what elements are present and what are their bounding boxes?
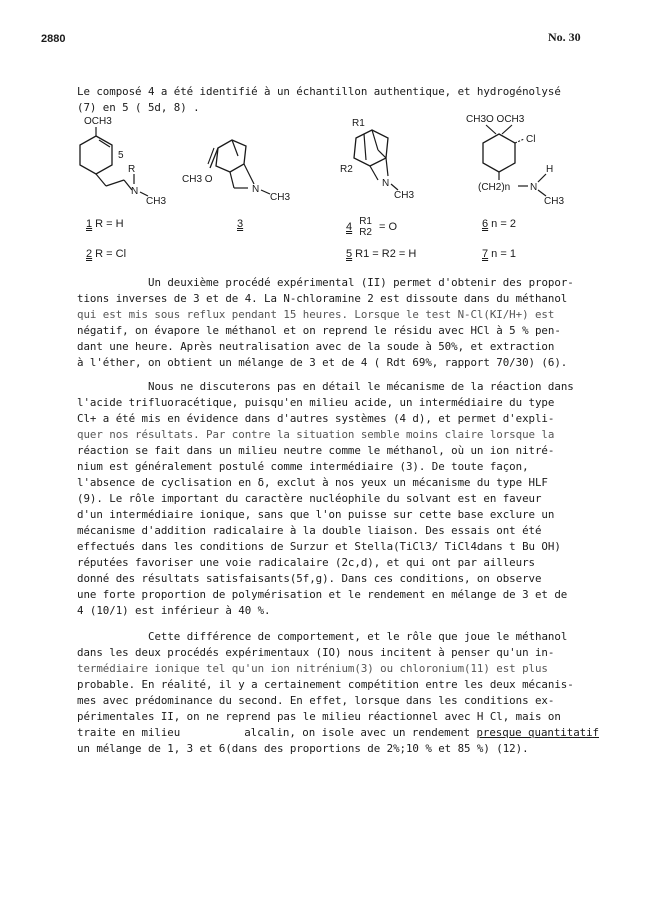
text-fragment: traite en milieu — [77, 726, 181, 739]
compound-label-7: 7 n = 1 — [482, 248, 516, 260]
text-line: tions inverses de 3 et de 4. La N-chloramine 2 est dissoute dans du méthanol — [77, 292, 568, 305]
compound-label-4: 4 R1 R2 = O — [346, 216, 398, 238]
text-line: probable. En réalité, il y a certainement compétition entre les deux mécanis- — [77, 678, 574, 691]
structure-text: OCH3 — [84, 116, 112, 127]
text-line: une forte proportion de polymérisation et le rendement en mélange de 3 et de — [77, 588, 568, 601]
compound-label-3: 3 — [237, 218, 244, 230]
structure-text: N — [530, 182, 538, 193]
text-line: périmentales II, on ne reprend pas le milieu réactionnel avec H Cl, mais on — [77, 710, 561, 723]
structure-text: CH3O OCH3 — [466, 114, 525, 125]
text-line: l'acide trifluoracétique, puisqu'en milieu acide, un intermédiaire du type — [77, 396, 555, 409]
text-line: dant une heure. Après neutralisation avec de la soude à 50%, et extraction — [77, 340, 555, 353]
text-line: Cl+ a été mis en évidence dans d'autres systèmes (4 d), et permet d'expli- — [77, 412, 555, 425]
text-line: (9). Le rôle important du caractère nucléophile du solvant est en faveur — [77, 492, 542, 505]
text-line: qui est mis sous reflux pendant 15 heures. Lorsque le test N-Cl(KI/H+) est — [77, 308, 555, 321]
underlined-phrase: presque quantitatif — [476, 726, 599, 739]
text-line: mes avec prédominance du second. En effet, lorsque dans les conditions ex- — [77, 694, 555, 707]
page-number: 2880 — [41, 33, 66, 45]
structure-text: N — [252, 184, 260, 195]
text-line: d'un intermédiaire ionique, sans que l'on puisse sur cette base exclure un — [77, 508, 555, 521]
text-line: dans les deux procédés expérimentaux (IO) nous incitent à penser qu'un in- — [77, 646, 555, 659]
text-line: un mélange de 1, 3 et 6(dans des proportions de 2%;10 % et 85 %) (12). — [77, 742, 529, 755]
text-line: effectués dans les conditions de Surzur et Stella(TiCl3/ TiCl4dans t Bu OH) — [77, 540, 561, 553]
structure-3 — [182, 110, 302, 209]
structure-text: CH3 — [270, 192, 291, 203]
structure-text: CH3 — [394, 190, 415, 201]
structure-text: 5 — [118, 150, 124, 161]
structure-4-5 — [338, 110, 448, 209]
text-line: donné des résultats satisfaisants(5f,g). Dans ces conditions, on observe — [77, 572, 542, 585]
text-line: négatif, on évapore le méthanol et on reprend le résidu avec HCl à 5 % pen- — [77, 324, 561, 337]
journal-issue: No. 30 — [548, 30, 581, 44]
structure-text: R1 — [352, 118, 365, 129]
text-line: quer nos résultats. Par contre la situation semble moins claire lorsque la — [77, 428, 555, 441]
structure-text: H — [546, 164, 554, 175]
structure-1-2 — [76, 110, 186, 209]
structure-text: CH3 — [544, 196, 565, 207]
text-line: réaction se fait dans un milieu neutre comme le méthanol, où un ion nitré- — [77, 444, 555, 457]
text-line: (7) en 5 ( 5d, 8) . — [77, 101, 200, 114]
structure-text: CH3 O — [182, 174, 213, 185]
text-line: mécanisme d'addition radicalaire à la double liaison. Des essais ont été — [77, 524, 542, 537]
structure-text: N — [131, 186, 139, 197]
compound-label-6: 6 n = 2 — [482, 218, 516, 230]
text-line — [77, 726, 637, 740]
structure-6-7 — [466, 108, 606, 212]
text-line: 4 (10/1) est inférieur à 40 %. — [77, 604, 271, 617]
structure-text: Cl — [526, 134, 536, 145]
text-line: Nous ne discuterons pas en détail le mécanisme de la réaction dans — [148, 380, 574, 393]
compound-label-1: 1 R = H — [86, 218, 124, 230]
structure-text: (CH2)n — [478, 182, 511, 193]
text-line: réputées favoriser une voie radicalaire (2c,d), et qui ont par ailleurs — [77, 556, 535, 569]
text-line: nium est généralement postulé comme intermédiaire (3). De toute façon, — [77, 460, 529, 473]
text-line: Cette différence de comportement, et le rôle que joue le méthanol — [148, 630, 568, 643]
text-line: à l'éther, on obtient un mélange de 3 et de 4 ( Rdt 69%, rapport 70/30) (6). — [77, 356, 568, 369]
text-line: termédiaire ionique tel qu'un ion nitrénium(3) ou chloronium(11) est plus — [77, 662, 548, 675]
structure-text: R2 — [340, 164, 353, 175]
structure-text: N — [382, 178, 390, 189]
text-line: Le composé 4 a été identifié à un échantillon authentique, et hydrogénolysé — [77, 85, 561, 98]
text-line: Un deuxième procédé expérimental (II) permet d'obtenir des propor- — [148, 276, 574, 289]
compound-label-5: 5 R1 = R2 = H — [346, 248, 417, 260]
compound-label-2: 2 R = Cl — [86, 248, 127, 260]
text-fragment: alcalin, on isole avec un rendement — [244, 726, 470, 739]
structure-text: R — [128, 164, 136, 175]
text-line: l'absence de cyclisation en δ, exclut à nos yeux un mécanisme du type HLF — [77, 476, 548, 489]
structure-text: CH3 — [146, 196, 167, 207]
